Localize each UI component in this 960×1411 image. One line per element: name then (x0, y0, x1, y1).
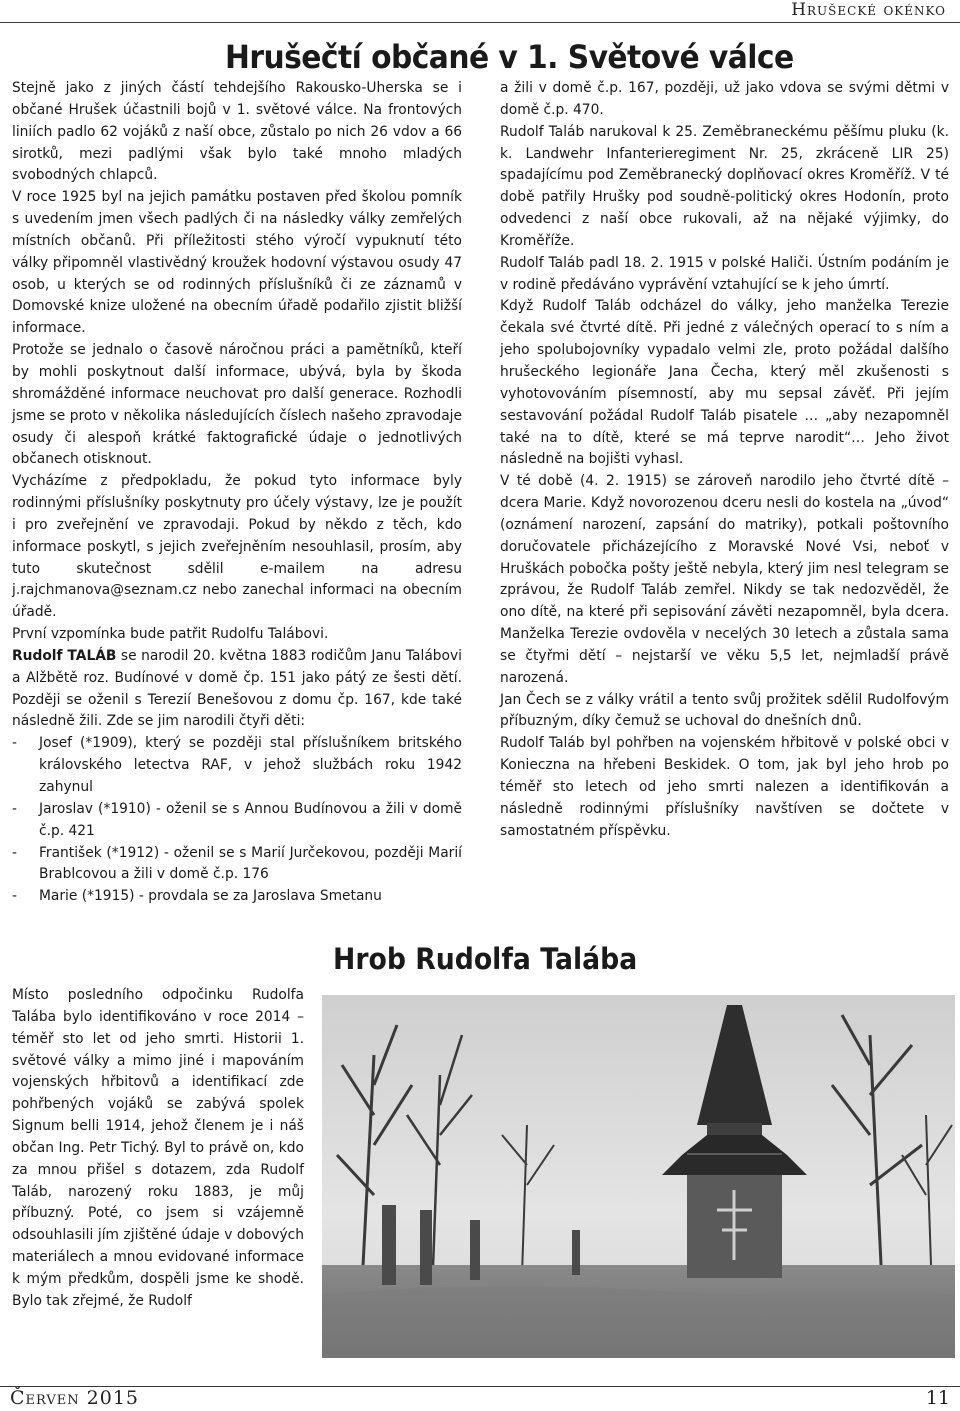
paragraph: Protože se jednalo o časově náročnou práci a pamětníků, kteří by mohli poskytnout další informace, ubývá, byla by škoda shromážděné informace neuchovat pro další generace. Rozhodli jsme se proto v několika následujících číslech našeho zpravodaje osudy či alespoň krátké faktografické údaje o jednotlivých občanech otisknout. (12, 342, 462, 468)
paragraph: Stejně jako z jiných částí tehdejšího Rakousko-Uherska se i občané Hrušek účastnili bojů v 1. světové válce. Na frontových liniích padlo 62 vojáků z naší obce, zůstalo po nich 26 vdov a 66 sirotků, mezi padlými však bylo také mnoho mladých svobodných chlapců. (12, 80, 462, 184)
list-dash: - (12, 888, 17, 905)
left-column (12, 78, 462, 908)
footer-rule (0, 1386, 960, 1387)
list-item (12, 733, 462, 799)
paragraph: V té době (4. 2. 1915) se zároveň narodilo jeho čtvrté dítě – dcera Marie. Když novorozenou dceru nesli do kostela na „úvod“ (oznámení narození, zapsání do matriky), potkali poštovního doručovatele přicházejícího z Moravské Nové Vsi, neboť v Hruškách pobočka pošty ještě nebyla, který jim nesl telegram se zprávou, že Rudolf Taláb zemřel. Nikdy se tak nedozvěděl, že ono dítě, na které při sepisování závěti nezapomněl, byla dcera. Manželka Terezie ovdověla v necelých 30 letech a zůstala sama se čtyřmi dětí – nejstarší ve věku 5,5 let, nejmladší právě narozená. (500, 473, 949, 686)
paragraph: Rudolf Taláb byl pohřben na vojenském hřbitově v polské obci v Konieczna na hřebeni Beskidek. O tom, jak byl jeho hrob po téměř sto letech od jeho smrti nalezen a identifikován a následně rodinnými příslušníky navštíven se dočtete v samostatném příspěvku. (500, 735, 949, 839)
paragraph: První vzpomínka bude patřit Rudolfu Talábovi. (12, 626, 329, 643)
children-list (12, 733, 462, 908)
list-item (12, 886, 462, 908)
issue-date: Červen 2015 (10, 1387, 139, 1409)
paragraph: Když Rudolf Taláb odcházel do války, jeho manželka Terezie čekala své čtvrté dítě. Při jedné z válečných operací to s ním a jeho spolubojovníky vypadalo velmi zle, proto požádal dalšího hrušeckého legionáře Jana Čecha, který měl zkušenosti s vyhotovováním písemností, aby mu sepsal závěť. Při jejím sestavování požádal Rudolf Taláb pisatele … „aby nezapomněl také na to dítě, které se má teprve narodit“… Jeho život následně na bojišti vyhasl. (500, 298, 949, 468)
page-number: 11 (925, 1387, 950, 1409)
paragraph: a žili v domě č.p. 167, později, už jako vdova se svými dětmi v domě č.p. 470. (500, 80, 949, 118)
list-item-text: Jaroslav (*1910) - oženil se s Annou Budínovou a žili v domě č.p. 421 (39, 800, 462, 839)
list-item (12, 843, 462, 887)
header-rule (0, 22, 960, 23)
list-dash: - (12, 800, 17, 817)
photo-caption: Hrob Rudolfa Talába (333, 942, 638, 976)
magazine-title: Hrušecké okénko (791, 0, 946, 20)
list-item-text: František (*1912) - oženil se s Marií Jurčekovou, později Marií Brablcovou a žili v domě č.p. 176 (39, 844, 462, 883)
paragraph: Jan Čech se z války vrátil a tento svůj prožitek sdělil Rudolfovým příbuzným, díky čemuž se uchoval do dnešních dnů. (500, 691, 949, 730)
grave-memorial-photo (322, 995, 955, 1358)
article-title: Hrušečtí občané v 1. Světové válce (225, 38, 794, 76)
list-dash: - (12, 844, 17, 861)
list-dash: - (12, 735, 17, 752)
bottom-column (12, 985, 304, 1313)
list-item-text: Josef (*1909), který se později stal příslušníkem britského královského letectva RAF, v jehož službách roku 1942 zahynul (39, 735, 462, 795)
paragraph (12, 646, 462, 733)
paragraph: Vycházíme z předpokladu, že pokud tyto informace byly rodinnými příslušníky poskytnuty pro účely výstavy, lze je použít i pro zveřejnění ve zpravodaji. Pokud by někdo z těch, kdo informace poskytl, s jejich zveřejněním nesouhlasil, prosím, aby tuto skutečnost sdělil e-mailem na adresu j.rajchmanova@seznam.cz nebo zanechal informaci na obecním úřadě. (12, 473, 462, 621)
list-item-text: Marie (*1915) - provdala se za Jaroslava Smetanu (39, 888, 382, 905)
right-column (500, 78, 949, 843)
person-name: Rudolf TALÁB (12, 647, 117, 664)
paragraph-text: se narodil 20. května 1883 rodičům Janu Talábovi a Alžbětě roz. Budínové v domě čp. 151 jako pátý ze šesti dětí. Později se oženil s Terezií Benešovou z domu čp. 167, kde také následně žili. Zde se jim narodili čtyři děti: (12, 647, 462, 730)
paragraph: Místo posledního odpočinku Rudolfa Talába bylo identifikováno v roce 2014 – téměř sto let od jeho smrti. Historii 1. světové války a mimo jiné i mapováním vojenských hřbitovů a identifikací zde pohřbených vojáků se zabývá spolek Signum belli 1914, jehož členem je i náš občan Ing. Petr Tichý. Byl to právě on, kdo za mnou přišel s dotazem, zda Rudolf Taláb, narozený roku 1883, je můj příbuzný. Poté, co jsem si vzájemně odsouhlasili jím zjištěné údaje v dobových materiálech a mnou evidované informace k mým předkům, dospěli jsme ke shodě. Bylo tak zřejmé, že Rudolf (12, 987, 304, 1309)
paragraph: Rudolf Taláb padl 18. 2. 1915 v polské Haliči. Ústním podáním je v rodině předáváno vyprávění vztahující se k jeho úmrtí. (500, 254, 949, 293)
paragraph: V roce 1925 byl na jejich památku postaven před školou pomník s uvedením jmen všech padlých či na následky války zemřelých místních občanů. Při příležitosti stého výročí vypuknutí této války připomněl vlastivědný kroužek hodovní výstavou osudy 47 osob, u kterých se od rodinných příslušníků či ze záznamů v Domovské knize uložené na obecním úřadě podařilo zjistit bližší informace. (12, 189, 462, 337)
list-item (12, 799, 462, 843)
paragraph: Rudolf Taláb narukoval k 25. Zeměbraneckému pěšímu pluku (k. k. Landwehr Infanterieregiment Nr. 25, zkráceně LIR 25) spadajícímu pod Zeměbranecký doplňovací okres Kroměříž. V té době patřily Hrušky pod soudně-politický okres Hodonín, proto odvedenci z naší obce rukovali, až na nějaké výjimky, do Kroměříže. (500, 123, 949, 249)
